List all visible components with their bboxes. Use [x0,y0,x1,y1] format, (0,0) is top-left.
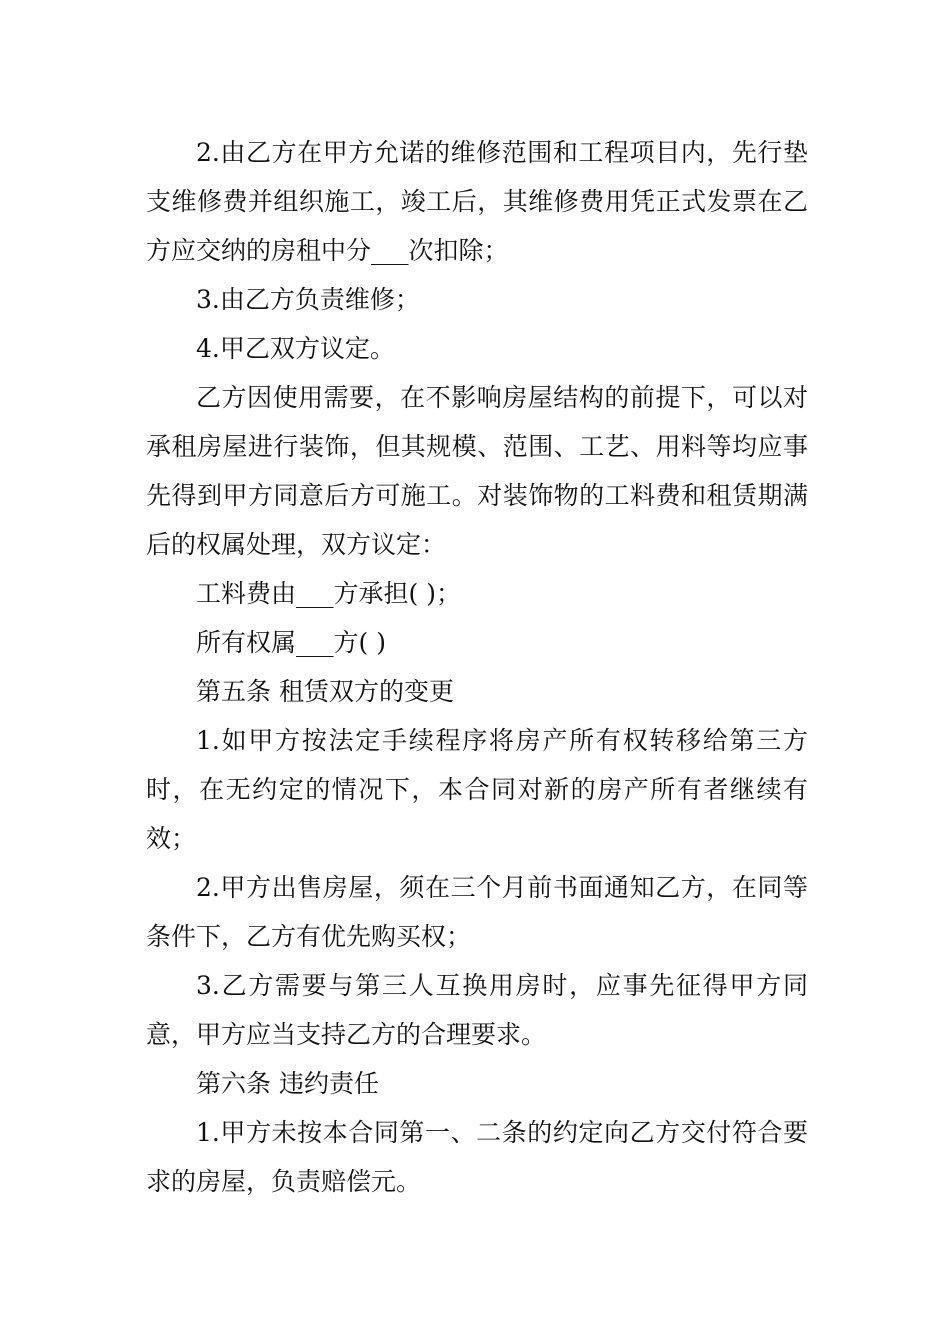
paragraph-decoration-terms: 乙方因使用需要，在不影响房屋结构的前提下，可以对承租房屋进行装饰，但其规模、范围、工艺、用料等均应事先得到甲方同意后方可施工。对装饰物的工料费和租赁期满后的权属处理，双方议定： [146,383,808,559]
paragraph-repair-option-3: 3.由乙方负责维修； [196,285,420,314]
paragraph-article-5-item-1: 1.如甲方按法定手续程序将房产所有权转移给第三方时，在无约定的情况下，本合同对新的房产所有者继续有效； [146,726,808,853]
heading-article-6: 第六条 违约责任 [196,1069,379,1098]
contract-text [146,128,808,1206]
paragraph-article-5-item-2: 2.甲方出售房屋，须在三个月前书面通知乙方，在同等条件下，乙方有优先购买权； [146,873,808,951]
paragraph-repair-option-2: 2.由乙方在甲方允诺的维修范围和工程项目内，先行垫支维修费并组织施工，竣工后，其维修费用凭正式发票在乙方应交纳的房租中分___次扣除； [146,138,808,265]
paragraph-article-5-item-3: 3.乙方需要与第三人互换用房时，应事先征得甲方同意，甲方应当支持乙方的合理要求。 [146,971,808,1049]
paragraph-material-cost: 工料费由___方承担( )； [196,579,461,608]
paragraph-repair-option-4: 4.甲乙双方议定。 [196,334,395,363]
paragraph-ownership: 所有权属___方( ) [196,628,386,657]
heading-article-5: 第五条 租赁双方的变更 [196,677,454,706]
paragraph-article-6-item-1: 1.甲方未按本合同第一、二条的约定向乙方交付符合要求的房屋，负责赔偿元。 [146,1118,808,1196]
